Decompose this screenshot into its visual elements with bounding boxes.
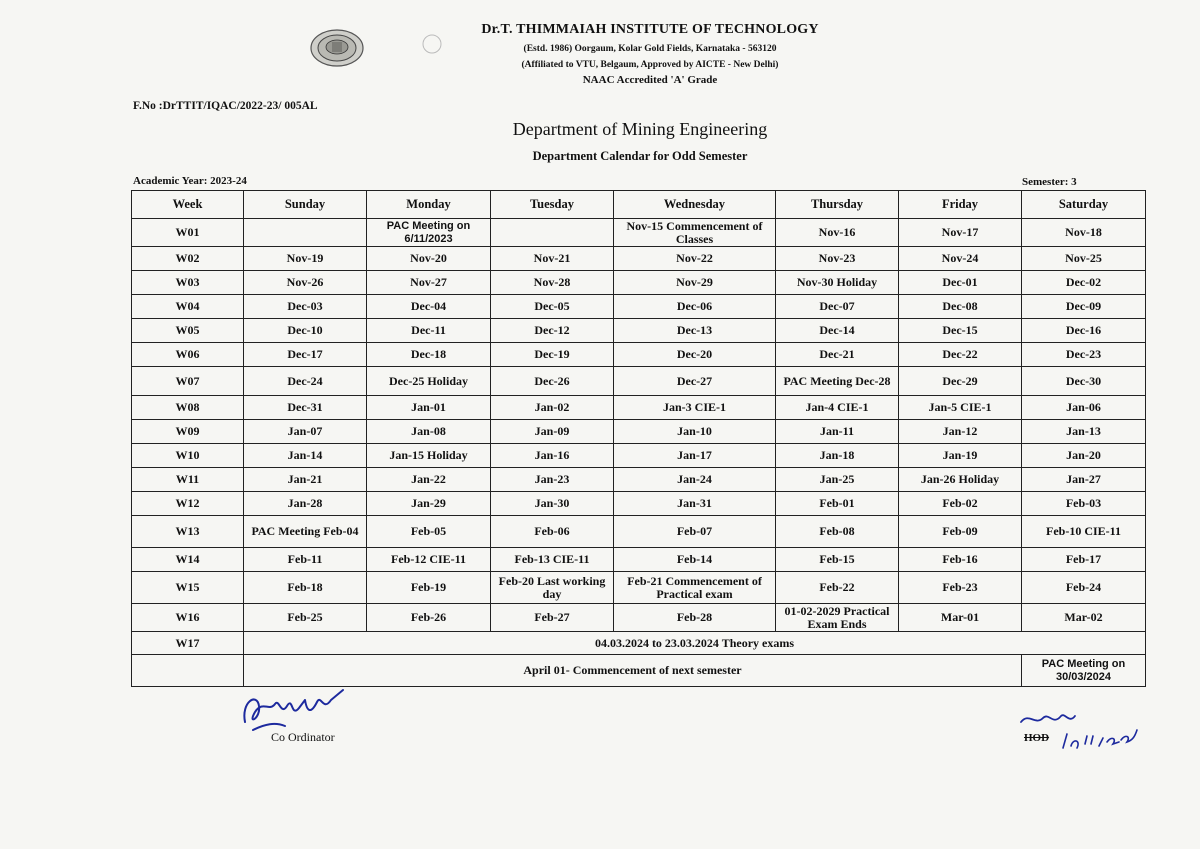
day-cell: Feb-20 Last working day bbox=[491, 572, 614, 604]
day-cell: Jan-30 bbox=[491, 492, 614, 516]
table-row bbox=[132, 343, 1146, 367]
col-header-monday: Monday bbox=[367, 191, 491, 219]
table-row bbox=[132, 319, 1146, 343]
day-cell: Nov-16 bbox=[776, 219, 899, 247]
day-cell: Feb-24 bbox=[1022, 572, 1146, 604]
day-cell: Feb-19 bbox=[367, 572, 491, 604]
day-cell: Feb-11 bbox=[244, 548, 367, 572]
table-row bbox=[132, 516, 1146, 548]
day-cell: Jan-19 bbox=[899, 444, 1022, 468]
day-cell: Feb-18 bbox=[244, 572, 367, 604]
col-header-week: Week bbox=[132, 191, 244, 219]
day-cell: Dec-17 bbox=[244, 343, 367, 367]
table-row bbox=[132, 572, 1146, 604]
day-cell: Feb-02 bbox=[899, 492, 1022, 516]
table-row bbox=[132, 444, 1146, 468]
week-cell: W01 bbox=[132, 219, 244, 247]
day-cell: Jan-16 bbox=[491, 444, 614, 468]
day-cell: Nov-22 bbox=[614, 247, 776, 271]
day-cell: Nov-18 bbox=[1022, 219, 1146, 247]
week-cell: W15 bbox=[132, 572, 244, 604]
day-cell: Feb-10 CIE-11 bbox=[1022, 516, 1146, 548]
day-cell: Dec-01 bbox=[899, 271, 1022, 295]
day-cell: Dec-16 bbox=[1022, 319, 1146, 343]
day-cell: Jan-24 bbox=[614, 468, 776, 492]
col-header-thursday: Thursday bbox=[776, 191, 899, 219]
table-row bbox=[132, 604, 1146, 632]
week-cell: W04 bbox=[132, 295, 244, 319]
day-cell bbox=[491, 219, 614, 247]
day-cell: Feb-03 bbox=[1022, 492, 1146, 516]
day-cell: Jan-27 bbox=[1022, 468, 1146, 492]
day-cell: Dec-27 bbox=[614, 367, 776, 396]
day-cell: Nov-24 bbox=[899, 247, 1022, 271]
day-cell: Jan-23 bbox=[491, 468, 614, 492]
department-title: Department of Mining Engineering bbox=[512, 119, 768, 139]
table-row bbox=[132, 271, 1146, 295]
day-cell: Dec-04 bbox=[367, 295, 491, 319]
day-cell: Nov-20 bbox=[367, 247, 491, 271]
day-cell: Jan-18 bbox=[776, 444, 899, 468]
day-cell: Dec-09 bbox=[1022, 295, 1146, 319]
day-cell: Dec-18 bbox=[367, 343, 491, 367]
week-cell: W09 bbox=[132, 420, 244, 444]
day-cell: Jan-20 bbox=[1022, 444, 1146, 468]
day-cell: Jan-10 bbox=[614, 420, 776, 444]
week-cell: W17 bbox=[132, 632, 244, 655]
institute-logo-icon bbox=[309, 28, 365, 68]
week-cell: W13 bbox=[132, 516, 244, 548]
day-cell: Dec-03 bbox=[244, 295, 367, 319]
table-row-w17 bbox=[132, 632, 1146, 655]
semester-label: Semester: 3 bbox=[1022, 176, 1077, 188]
day-cell: 01-02-2029 Practical Exam Ends bbox=[776, 604, 899, 632]
day-cell: Jan-3 CIE-1 bbox=[614, 396, 776, 420]
day-cell: Nov-17 bbox=[899, 219, 1022, 247]
day-cell: Jan-29 bbox=[367, 492, 491, 516]
day-cell: Nov-29 bbox=[614, 271, 776, 295]
table-row bbox=[132, 548, 1146, 572]
col-header-tuesday: Tuesday bbox=[491, 191, 614, 219]
day-cell: Dec-23 bbox=[1022, 343, 1146, 367]
week-cell: W02 bbox=[132, 247, 244, 271]
day-cell: Dec-26 bbox=[491, 367, 614, 396]
day-cell: Dec-19 bbox=[491, 343, 614, 367]
table-row bbox=[132, 295, 1146, 319]
day-cell: Feb-01 bbox=[776, 492, 899, 516]
week-cell: W10 bbox=[132, 444, 244, 468]
day-cell: Feb-12 CIE-11 bbox=[367, 548, 491, 572]
week-cell: W12 bbox=[132, 492, 244, 516]
day-cell: Feb-06 bbox=[491, 516, 614, 548]
day-cell: Feb-13 CIE-11 bbox=[491, 548, 614, 572]
coordinator-label: Co Ordinator bbox=[271, 730, 335, 744]
day-cell: Jan-17 bbox=[614, 444, 776, 468]
day-cell: Feb-05 bbox=[367, 516, 491, 548]
day-cell: Feb-26 bbox=[367, 604, 491, 632]
day-cell: Dec-15 bbox=[899, 319, 1022, 343]
next-semester-cell: April 01- Commencement of next semester bbox=[244, 655, 1022, 687]
day-cell: Dec-25 Holiday bbox=[367, 367, 491, 396]
institute-affiliation: (Affiliated to VTU, Belgaum, Approved by AICTE - New Delhi) bbox=[521, 60, 779, 70]
file-number: F.No :DrTTIT/IQAC/2022-23/ 005AL bbox=[133, 100, 318, 112]
table-row bbox=[132, 219, 1146, 247]
table-row bbox=[132, 396, 1146, 420]
week-cell: W07 bbox=[132, 367, 244, 396]
day-cell: Jan-25 bbox=[776, 468, 899, 492]
day-cell: Feb-08 bbox=[776, 516, 899, 548]
day-cell: Jan-12 bbox=[899, 420, 1022, 444]
day-cell: Dec-11 bbox=[367, 319, 491, 343]
day-cell: Dec-02 bbox=[1022, 271, 1146, 295]
week-cell: W03 bbox=[132, 271, 244, 295]
day-cell: Nov-28 bbox=[491, 271, 614, 295]
day-cell: Dec-14 bbox=[776, 319, 899, 343]
col-header-wednesday: Wednesday bbox=[614, 191, 776, 219]
week-cell: W08 bbox=[132, 396, 244, 420]
week-cell: W14 bbox=[132, 548, 244, 572]
day-cell: Dec-10 bbox=[244, 319, 367, 343]
day-cell: Dec-21 bbox=[776, 343, 899, 367]
day-cell: Nov-15 Commencement of Classes bbox=[614, 219, 776, 247]
day-cell: Jan-09 bbox=[491, 420, 614, 444]
day-cell: Feb-15 bbox=[776, 548, 899, 572]
theory-exams-cell: 04.03.2024 to 23.03.2024 Theory exams bbox=[244, 632, 1146, 655]
day-cell: Dec-22 bbox=[899, 343, 1022, 367]
day-cell bbox=[244, 219, 367, 247]
day-cell: Jan-13 bbox=[1022, 420, 1146, 444]
day-cell: Feb-22 bbox=[776, 572, 899, 604]
week-cell: W05 bbox=[132, 319, 244, 343]
day-cell: Dec-29 bbox=[899, 367, 1022, 396]
day-cell: Jan-14 bbox=[244, 444, 367, 468]
day-cell: Jan-02 bbox=[491, 396, 614, 420]
col-header-saturday: Saturday bbox=[1022, 191, 1146, 219]
calendar-table bbox=[131, 190, 1146, 687]
hod-label: HOD bbox=[1024, 732, 1050, 744]
day-cell: Dec-13 bbox=[614, 319, 776, 343]
col-header-friday: Friday bbox=[899, 191, 1022, 219]
day-cell: Jan-5 CIE-1 bbox=[899, 396, 1022, 420]
day-cell: Feb-21 Commencement of Practical exam bbox=[614, 572, 776, 604]
day-cell: Jan-21 bbox=[244, 468, 367, 492]
day-cell: Dec-31 bbox=[244, 396, 367, 420]
day-cell: Feb-17 bbox=[1022, 548, 1146, 572]
week-cell bbox=[132, 655, 244, 687]
day-cell: Dec-07 bbox=[776, 295, 899, 319]
day-cell: Feb-07 bbox=[614, 516, 776, 548]
table-row bbox=[132, 247, 1146, 271]
table-row bbox=[132, 492, 1146, 516]
day-cell: Dec-05 bbox=[491, 295, 614, 319]
day-cell: Jan-22 bbox=[367, 468, 491, 492]
day-cell: Jan-06 bbox=[1022, 396, 1146, 420]
day-cell: Jan-11 bbox=[776, 420, 899, 444]
academic-year: Academic Year: 2023-24 bbox=[133, 175, 247, 187]
week-cell: W16 bbox=[132, 604, 244, 632]
day-cell: Jan-15 Holiday bbox=[367, 444, 491, 468]
day-cell: Jan-31 bbox=[614, 492, 776, 516]
day-cell: Mar-02 bbox=[1022, 604, 1146, 632]
institute-address: (Estd. 1986) Oorgaum, Kolar Gold Fields, Karnataka - 563120 bbox=[523, 44, 777, 54]
day-cell: Nov-21 bbox=[491, 247, 614, 271]
week-cell: W11 bbox=[132, 468, 244, 492]
table-row bbox=[132, 468, 1146, 492]
day-cell: Dec-24 bbox=[244, 367, 367, 396]
table-row bbox=[132, 367, 1146, 396]
day-cell: Dec-08 bbox=[899, 295, 1022, 319]
day-cell: Nov-23 bbox=[776, 247, 899, 271]
table-row bbox=[132, 420, 1146, 444]
day-cell: PAC Meeting Dec-28 bbox=[776, 367, 899, 396]
hod-signature-icon bbox=[1015, 708, 1140, 754]
day-cell: Dec-06 bbox=[614, 295, 776, 319]
day-cell: Feb-14 bbox=[614, 548, 776, 572]
day-cell: Nov-19 bbox=[244, 247, 367, 271]
day-cell: Nov-26 bbox=[244, 271, 367, 295]
day-cell: Jan-07 bbox=[244, 420, 367, 444]
day-cell: PAC Meeting Feb-04 bbox=[244, 516, 367, 548]
institute-name: Dr.T. THIMMAIAH INSTITUTE OF TECHNOLOGY bbox=[481, 22, 819, 37]
day-cell: Feb-27 bbox=[491, 604, 614, 632]
day-cell: Jan-4 CIE-1 bbox=[776, 396, 899, 420]
institute-accreditation: NAAC Accredited 'A' Grade bbox=[582, 74, 718, 86]
day-cell: Jan-26 Holiday bbox=[899, 468, 1022, 492]
day-cell: Feb-28 bbox=[614, 604, 776, 632]
day-cell: Feb-16 bbox=[899, 548, 1022, 572]
day-cell: Nov-27 bbox=[367, 271, 491, 295]
day-cell: Nov-25 bbox=[1022, 247, 1146, 271]
day-cell: PAC Meeting on 6/11/2023 bbox=[367, 219, 491, 247]
day-cell: Dec-30 bbox=[1022, 367, 1146, 396]
day-cell: Jan-01 bbox=[367, 396, 491, 420]
week-cell: W06 bbox=[132, 343, 244, 367]
day-cell: Jan-08 bbox=[367, 420, 491, 444]
day-cell: Mar-01 bbox=[899, 604, 1022, 632]
day-cell: Jan-28 bbox=[244, 492, 367, 516]
day-cell: Nov-30 Holiday bbox=[776, 271, 899, 295]
day-cell: Dec-20 bbox=[614, 343, 776, 367]
day-cell: Feb-09 bbox=[899, 516, 1022, 548]
calendar-title: Department Calendar for Odd Semester bbox=[532, 149, 748, 163]
pac-meeting-cell: PAC Meeting on 30/03/2024 bbox=[1022, 655, 1146, 687]
header-row bbox=[132, 191, 1146, 219]
day-cell: Dec-12 bbox=[491, 319, 614, 343]
day-cell: Feb-23 bbox=[899, 572, 1022, 604]
day-cell: Feb-25 bbox=[244, 604, 367, 632]
col-header-sunday: Sunday bbox=[244, 191, 367, 219]
